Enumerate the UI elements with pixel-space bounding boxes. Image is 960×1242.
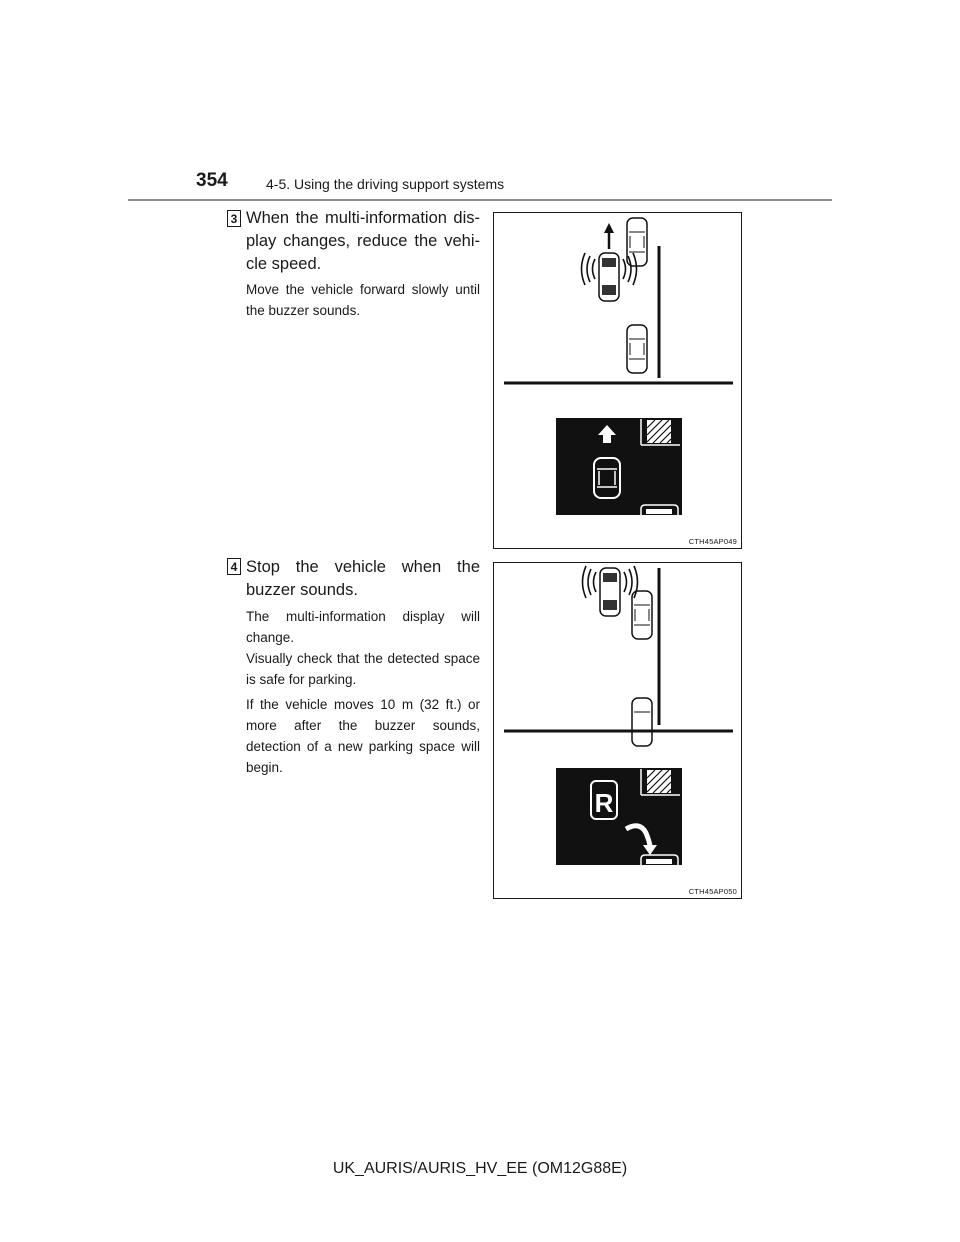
step-4-title-line: Stop the vehicle when the <box>246 558 480 576</box>
step-3-illustration <box>493 212 742 549</box>
figure-code: CTH45AP049 <box>688 537 737 546</box>
step-3-title-line: cle speed. <box>246 255 322 273</box>
manual-code: UK_AURIS/AURIS_HV_EE (OM12G88E) <box>332 1160 628 1177</box>
figure-code: CTH45AP050 <box>688 887 737 896</box>
header-divider <box>128 199 832 201</box>
parked-car-icon <box>632 591 652 639</box>
page-number: 354 <box>196 170 228 191</box>
direction-arrow-icon <box>604 223 614 249</box>
step-3-title <box>246 207 480 276</box>
parked-car-icon <box>632 698 652 746</box>
step-4-description: Visually check that the detected space is safe for parking. <box>246 651 480 687</box>
step-4-diagram <box>494 563 743 900</box>
step-4-title <box>246 556 480 602</box>
step-4-illustration <box>493 562 742 899</box>
step-3-description: Move the vehicle forward slowly until the buzzer sounds. <box>246 282 480 318</box>
display-symbol: R <box>594 788 614 818</box>
section-title: 4-5. Using the driving support systems <box>266 176 505 192</box>
multi-info-display <box>556 768 682 865</box>
step-4-title-line: buzzer sounds. <box>246 581 358 599</box>
multi-info-display <box>556 418 682 515</box>
step-3-diagram <box>494 213 743 550</box>
parked-car-icon <box>627 325 647 373</box>
step-4-description: The multi-information display will change. <box>246 609 480 645</box>
step-number-3: 3 <box>227 210 241 227</box>
moving-vehicle-icon <box>600 568 620 616</box>
moving-vehicle-icon <box>599 253 619 301</box>
step-3-title-line: When the multi-information dis- <box>246 209 480 227</box>
step-number-4: 4 <box>227 558 241 575</box>
step-4-description: If the vehicle moves 10 m (32 ft.) or more after the buzzer sounds, detection of a new parking space will begin. <box>246 697 480 775</box>
step-3-title-line: play changes, reduce the vehi- <box>246 232 480 250</box>
